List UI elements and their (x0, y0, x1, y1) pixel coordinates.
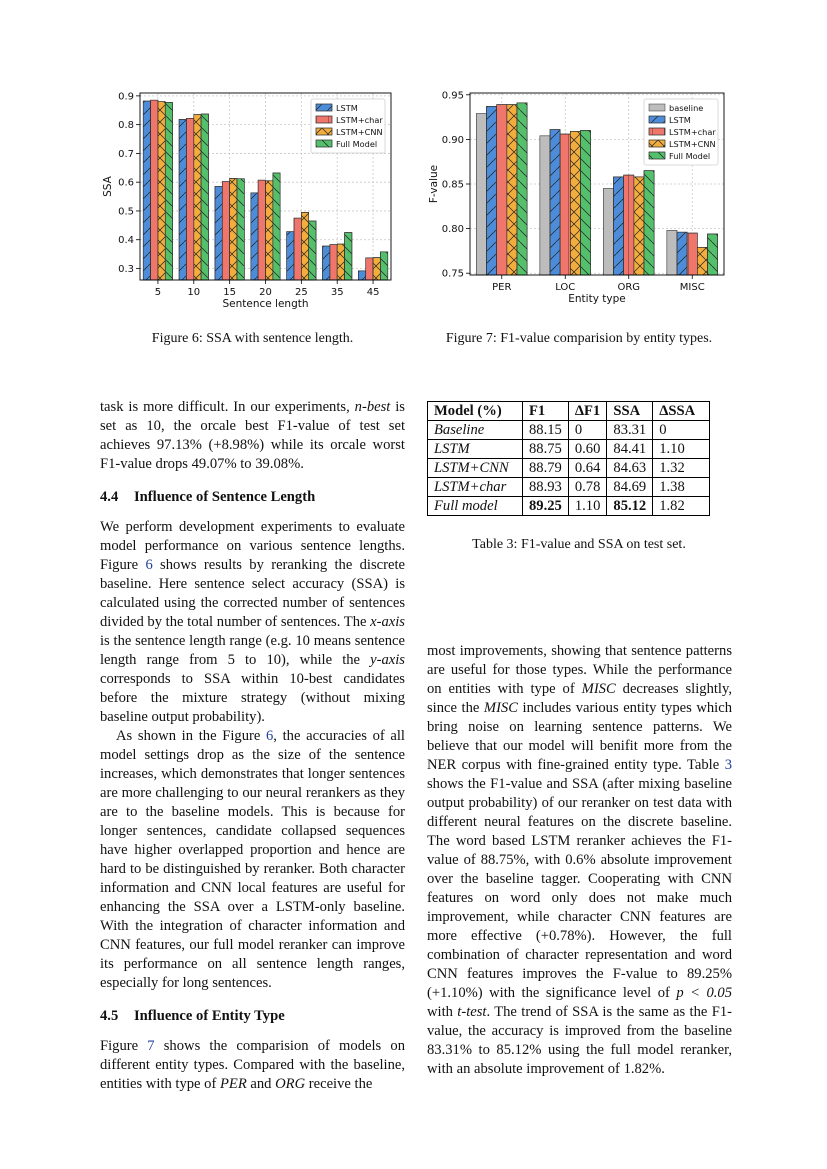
em-misc: MISC (581, 681, 616, 697)
table-cell: 1.38 (653, 478, 710, 497)
paragraph-right (427, 642, 732, 1079)
paragraph-4-4-a (100, 518, 405, 727)
bar-hatch (230, 178, 237, 280)
bar-hatch (560, 134, 570, 275)
bar-hatch (215, 187, 222, 281)
table-cell: 89.25 (523, 497, 569, 516)
y-axis-label: F-value (428, 164, 440, 204)
section-heading-4-5 (100, 1007, 405, 1026)
text-run: shows the comparision of models on different entity types. Compared with the baseline, entities with type of (100, 1038, 405, 1092)
y-tick-label: 0.75 (441, 268, 464, 280)
figure-7-chart (424, 86, 724, 314)
em-x-axis: x-axis (370, 614, 405, 630)
text-run: We perform development experiments to evaluate model performance on various sentence lengths. Figure (100, 519, 405, 573)
section-title: Influence of Entity Type (134, 1008, 285, 1024)
bar-baseline-org (603, 188, 613, 275)
bar-hatch (358, 271, 365, 280)
table-cell: 84.63 (607, 459, 653, 478)
text-run: shows results by reranking the discrete baseline. Here sentence select accuracy (SSA) is calculated using the corrected number of sentences divided by the total number of sentences. The (100, 557, 405, 630)
bar-hatch (487, 106, 497, 275)
x-tick-label: PER (492, 282, 512, 293)
legend-label: baseline (669, 103, 704, 113)
table-header-cell: ΔSSA (653, 402, 710, 421)
table-row (428, 421, 710, 440)
bar-hatch (273, 173, 280, 280)
table-ref-link[interactable]: 3 (724, 757, 732, 773)
table-3 (427, 401, 710, 516)
x-tick-label: LOC (555, 282, 576, 293)
text-run: receive the (305, 1076, 373, 1092)
bar-hatch (507, 105, 517, 275)
table-cell-model: LSTM+CNN (428, 459, 523, 478)
figure-ref-link[interactable]: 7 (147, 1038, 155, 1054)
table-cell: 88.93 (523, 478, 569, 497)
bar-hatch (366, 258, 373, 280)
section-title: Influence of Sentence Length (134, 489, 316, 505)
legend-label: LSTM+char (336, 115, 383, 125)
table-row (428, 459, 710, 478)
text-run: As shown in the Figure (116, 728, 266, 744)
legend-label: Full Model (669, 151, 711, 161)
figure-ref-link[interactable]: 6 (145, 557, 153, 573)
legend-swatch-hatch (649, 140, 665, 147)
legend-label: LSTM (669, 115, 691, 125)
legend-swatch-hatch (316, 140, 332, 147)
x-tick-label: 15 (223, 287, 237, 298)
table-row (428, 478, 710, 497)
table-header-row (428, 402, 710, 421)
text-run: most improvements, showing that sentence patterns are useful for those types. While the performance on entities with type of (427, 643, 732, 697)
text-run: with (427, 1004, 458, 1020)
table-cell: 0.78 (568, 478, 607, 497)
bar-hatch (580, 130, 590, 275)
legend-label: LSTM (336, 103, 358, 113)
bar-hatch (158, 102, 165, 280)
table-cell: 1.10 (653, 440, 710, 459)
figure-ref-link[interactable]: 6 (266, 728, 274, 744)
bar-hatch (624, 175, 634, 275)
bar-hatch (644, 171, 654, 275)
x-tick-label: 20 (259, 287, 272, 298)
text-run: includes various entity types which bring noise on learning sentence patterns. We believe that our model will benifit more from the NER corpus with fine-grained entity type. Table (427, 700, 732, 773)
x-tick-label: 10 (187, 287, 201, 298)
table-row (428, 440, 710, 459)
bar-baseline-loc (540, 136, 550, 275)
figure-6 (100, 86, 400, 314)
section-number: 4.4 (100, 489, 119, 505)
legend-label: Full Model (336, 139, 378, 149)
table-cell: 88.15 (523, 421, 569, 440)
text-run: Figure (100, 1038, 148, 1054)
bar-hatch (634, 177, 644, 275)
y-tick-label: 0.95 (441, 90, 464, 102)
bar-hatch (550, 130, 560, 275)
y-tick-label: 0.4 (118, 235, 134, 247)
table-cell: 85.12 (607, 497, 653, 516)
bar-hatch (309, 221, 316, 280)
table-cell-model: LSTM+char (428, 478, 523, 497)
bar-hatch (294, 218, 301, 280)
bar-hatch (165, 102, 172, 280)
legend-swatch-hatch (316, 104, 332, 111)
table-header-cell: F1 (523, 402, 569, 421)
bar-hatch (330, 245, 337, 280)
bar-hatch (179, 119, 186, 280)
bar-hatch (151, 100, 158, 280)
text-run: and (246, 1076, 276, 1092)
x-tick-label: MISC (679, 282, 705, 293)
right-column (427, 642, 732, 1079)
table-cell: 0.64 (568, 459, 607, 478)
legend-label: LSTM+CNN (669, 139, 716, 149)
bar-hatch (201, 114, 208, 280)
bar-baseline-per (476, 114, 486, 275)
y-tick-label: 0.85 (441, 179, 464, 191)
table-cell: 83.31 (607, 421, 653, 440)
text-run: , the accuracies of all model settings drop as the size of the sentence increases, which demonstrates that longer sentences are more challenging to our neural rerankers as they are to the baseline models. This is because for longer sentences, candidate collapsed sequences have higher overlapped proportion and hence are hard to be distinguished by reranker. Both character information and CNN local features are useful for enhancing the SSA over a LSTM-only baseline. With the integration of character information and CNN features, our full model reranker can improve its performance on all sentence length ranges, especially for long sentences. (100, 728, 405, 991)
legend-swatch (649, 104, 665, 111)
legend-swatch-hatch (316, 116, 332, 123)
bar-hatch (266, 181, 273, 280)
table-header-cell: SSA (607, 402, 653, 421)
bar-hatch (380, 252, 387, 280)
table-row (428, 497, 710, 516)
math-p-value: p < 0.05 (676, 985, 732, 1001)
figure-7-caption: Figure 7: F1-value comparision by entity types. (445, 331, 713, 346)
table-cell: 1.10 (568, 497, 607, 516)
bar-hatch (251, 193, 258, 280)
table-cell-model: Baseline (428, 421, 523, 440)
bar-hatch (143, 101, 150, 280)
legend-swatch-hatch (649, 116, 665, 123)
bar-hatch (222, 182, 229, 280)
table-cell: 88.75 (523, 440, 569, 459)
bar-hatch (194, 115, 201, 280)
legend-swatch-hatch (649, 128, 665, 135)
left-column (100, 398, 405, 1094)
text-run: shows the F1-value and SSA (after mixing baseline output probability) of our reranker on test data with different neural features on the discrete baseline. The word based LSTM reranker achieves the F1-value of 88.75%, with 0.6% absolute improvement over the baseline tagger. Cooperating with CNN features on word only does not make much improvement, while character CNN features are more effective (+0.78%). However, the full combination of character representation and word CNN features improves the F-value to 89.25% (+1.10%) with the significance level of (427, 776, 732, 1001)
table-cell-model: Full model (428, 497, 523, 516)
y-tick-label: 0.6 (118, 177, 134, 189)
text-run: task is more difficult. In our experiments, (100, 399, 355, 415)
legend-label: LSTM+CNN (336, 127, 383, 137)
y-tick-label: 0.80 (441, 224, 464, 236)
table-cell: 0 (568, 421, 607, 440)
section-heading-4-4 (100, 488, 405, 507)
table-header-cell: ΔF1 (568, 402, 607, 421)
y-tick-label: 0.5 (118, 206, 134, 218)
y-tick-label: 0.90 (441, 134, 464, 146)
bar-hatch (517, 103, 527, 275)
bar-hatch (677, 232, 687, 275)
bar-hatch (337, 244, 344, 280)
table-cell: 84.69 (607, 478, 653, 497)
figure-7 (424, 86, 724, 314)
y-tick-label: 0.8 (118, 120, 134, 132)
text-run: corresponds to SSA within 10-best candidates before the mixture strategy (without mixing baseline output probability). (100, 671, 405, 725)
x-tick-label: 45 (366, 287, 380, 298)
bar-hatch (345, 233, 352, 280)
table-cell: 88.79 (523, 459, 569, 478)
legend-swatch-hatch (649, 152, 665, 159)
figure-6-caption: Figure 6: SSA with sentence length. (151, 331, 354, 346)
bar-hatch (687, 233, 697, 275)
bar-hatch (614, 177, 624, 275)
legend-label: LSTM+char (669, 127, 716, 137)
text-run: decreases slightly, since the (427, 681, 732, 716)
bar-hatch (301, 212, 308, 280)
bar-hatch (237, 179, 244, 280)
y-tick-label: 0.7 (118, 148, 134, 160)
em-n-best: n-best (354, 399, 391, 415)
x-tick-label: 25 (294, 287, 308, 298)
paragraph-4-5 (100, 1037, 405, 1094)
table-3-caption: Table 3: F1-value and SSA on test set. (472, 537, 686, 552)
y-tick-label: 0.3 (118, 263, 134, 275)
x-tick-label: 5 (154, 287, 162, 298)
table-cell-model: LSTM (428, 440, 523, 459)
bar-hatch (707, 234, 717, 275)
text-run: is set as 10, the orcale best F1-value of test set achieves 97.13% (+8.98%) while its orcale worst F1-value drops 49.07% to 39.08%. (100, 399, 405, 472)
x-axis-label: Sentence length (222, 298, 309, 310)
table-cell: 0 (653, 421, 710, 440)
text-run: is the sentence length range (e.g. 10 means sentence length range from 5 to 10), while the (100, 633, 405, 668)
em-per: PER (219, 1076, 247, 1092)
bar-hatch (186, 118, 193, 280)
em-t-test: t-test (457, 1004, 487, 1020)
table-cell: 0.60 (568, 440, 607, 459)
table-cell: 84.41 (607, 440, 653, 459)
bar-hatch (287, 232, 294, 280)
x-tick-label: 35 (330, 287, 344, 298)
table-header-cell: Model (%) (428, 402, 523, 421)
y-axis-label: SSA (102, 176, 114, 197)
y-tick-label: 0.9 (118, 91, 134, 103)
section-number: 4.5 (100, 1008, 119, 1024)
x-axis-label: Entity type (568, 293, 626, 305)
bar-hatch (373, 258, 380, 280)
em-misc: MISC (483, 700, 518, 716)
paragraph-intro-continued (100, 398, 405, 474)
table-cell: 1.32 (653, 459, 710, 478)
em-y-axis: y-axis (370, 652, 405, 668)
bar-hatch (697, 247, 707, 275)
x-tick-label: ORG (617, 282, 641, 293)
em-org: ORG (275, 1076, 306, 1092)
bar-baseline-misc (667, 230, 677, 275)
table-cell: 1.82 (653, 497, 710, 516)
bar-hatch (258, 180, 265, 280)
bar-hatch (497, 105, 507, 275)
paragraph-4-4-b (100, 727, 405, 993)
figure-6-chart (100, 86, 400, 314)
legend-swatch-hatch (316, 128, 332, 135)
text-run: . The trend of SSA is the same as the F1-value, the accuracy is improved from the baseline 83.31% to 85.12% using the full model reranker, with an absolute improvement of 1.82%. (427, 1004, 732, 1077)
bar-hatch (570, 131, 580, 275)
bar-hatch (323, 246, 330, 280)
